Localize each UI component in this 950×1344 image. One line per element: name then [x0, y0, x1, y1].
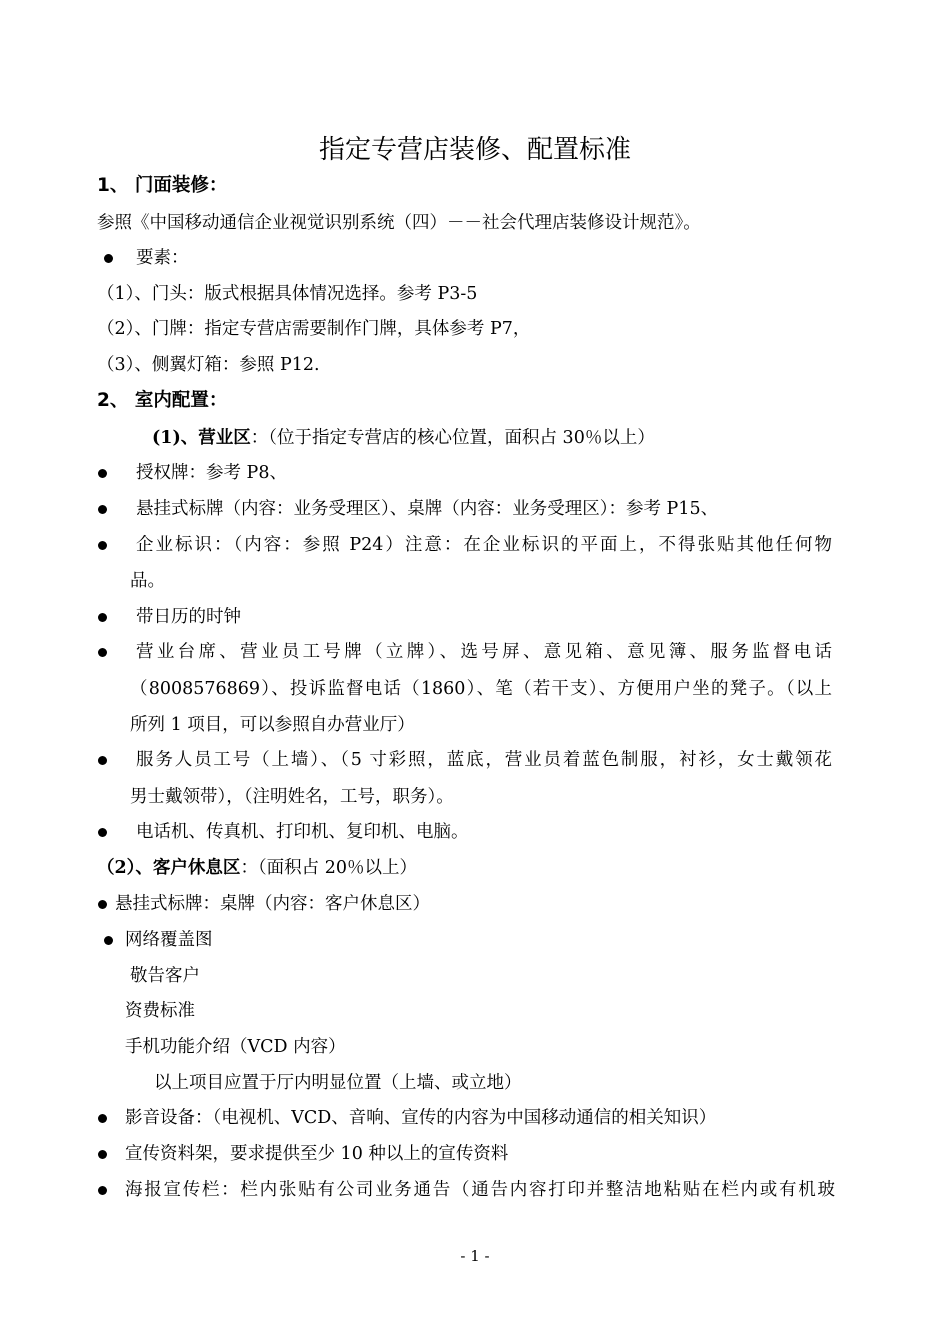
section2-heading: 2、 室内配置：	[97, 390, 228, 411]
list-item: 影音设备：（电视机、VCD、音响、宣传的内容为中国移动通信的相关知识）	[125, 1108, 717, 1128]
list-item-continuation: （8008576869）、投诉监督电话（1860）、笔（若干支）、方便用户坐的凳子。（以上	[130, 679, 832, 699]
list-item-continuation: 品。	[130, 571, 165, 591]
elements-label: 要素：	[136, 248, 189, 268]
page-title: 指定专营店装修、配置标准	[318, 135, 631, 165]
list-item: （3）、侧翼灯箱：参照 P12.	[97, 355, 320, 375]
list-item: 悬挂式标牌：桌牌（内容：客户休息区）	[115, 894, 430, 914]
list-item: 企业标识：（内容：参照 P24）注意：在企业标识的平面上，不得张贴其他任何物	[136, 535, 832, 555]
list-item: 宣传资料架，要求提供至少 10 种以上的宣传资料	[125, 1144, 509, 1164]
area2-label: （2）、客户休息区	[97, 858, 241, 878]
list-item: （2）、门牌：指定专营店需要制作门牌，具体参考 P7，	[97, 319, 531, 339]
bullet-icon	[98, 1150, 107, 1159]
bullet-icon	[104, 254, 113, 263]
bullet-icon	[98, 541, 107, 550]
list-item: 营业台席、营业员工号牌（立牌）、选号屏、意见箱、意见簿、服务监督电话	[136, 642, 832, 662]
bullet-icon	[98, 613, 107, 622]
list-item: 资费标准	[125, 1001, 195, 1021]
section1-heading: 1、 门面装修：	[97, 175, 228, 196]
placement-note: 以上项目应置于厅内明显位置（上墙、或立地）	[154, 1073, 522, 1093]
section1-reference: 参照《中国移动通信企业视觉识别系统（四）－－社会代理店装修设计规范》。	[97, 213, 701, 233]
bullet-icon	[98, 756, 107, 765]
list-item: （1）、门头：版式根据具体情况选择。参考 P3-5	[97, 284, 478, 304]
area1-desc: ：（位于指定专营店的核心位置，面积占 30％以上）	[250, 428, 655, 448]
list-item: 授权牌：参考 P8、	[136, 463, 287, 483]
list-item: 服务人员工号（上墙）、（5 寸彩照，蓝底，营业员着蓝色制服，衬衫，女士戴领花	[136, 750, 832, 770]
area2-heading	[97, 856, 417, 880]
bullet-icon	[98, 1186, 107, 1195]
list-item: 电话机、传真机、打印机、复印机、电脑。	[136, 822, 469, 842]
bullet-icon	[98, 648, 107, 657]
bullet-icon	[98, 469, 107, 478]
list-item-continuation: 男士戴领带），（注明姓名，工号，职务）。	[130, 787, 454, 807]
bullet-icon	[98, 828, 107, 837]
bullet-icon	[98, 1114, 107, 1123]
area1-label: (1)、营业区	[152, 428, 251, 448]
bullet-icon	[104, 936, 113, 945]
area2-desc: ：（面积占 20％以上）	[240, 858, 418, 878]
list-item: 敬告客户	[130, 966, 200, 986]
list-item: 网络覆盖图	[125, 930, 213, 950]
bullet-icon	[98, 505, 107, 514]
page-number: - 1 -	[460, 1247, 490, 1265]
list-item: 悬挂式标牌（内容：业务受理区）、桌牌（内容：业务受理区）：参考 P15、	[136, 499, 719, 519]
list-item: 手机功能介绍（VCD 内容）	[125, 1037, 346, 1057]
list-item: 带日历的时钟	[136, 607, 241, 627]
area1-heading	[152, 426, 655, 450]
list-item-continuation: 所列 1 项目，可以参照自办营业厅）	[130, 715, 415, 735]
bullet-icon	[98, 900, 107, 909]
list-item: 海报宣传栏：栏内张贴有公司业务通告（通告内容打印并整洁地粘贴在栏内或有机玻	[125, 1180, 835, 1200]
